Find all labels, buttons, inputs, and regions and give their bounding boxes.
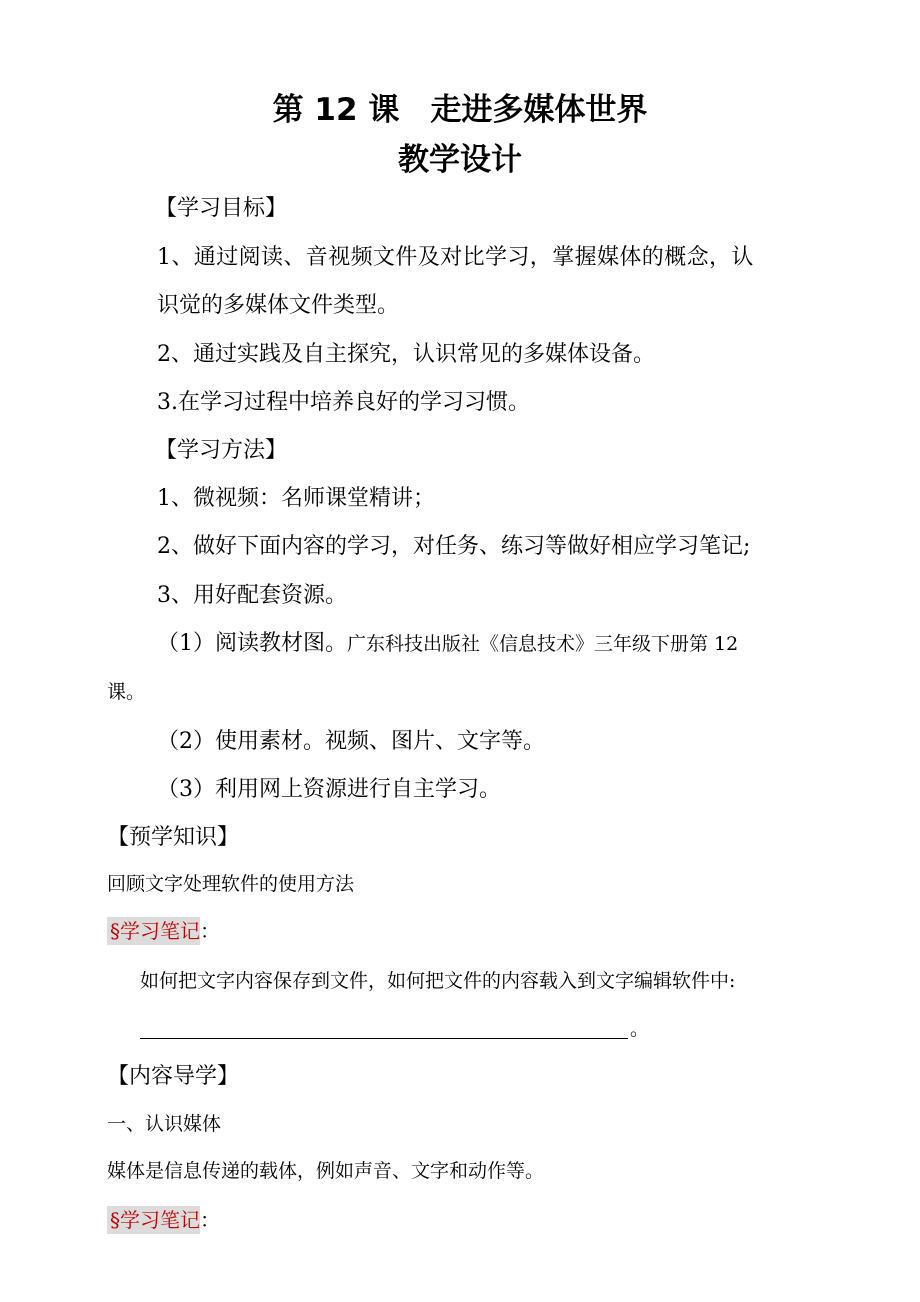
objective-3: 3.在学习过程中培养良好的学习习惯。 [157, 390, 530, 415]
study-note-label: §学习笔记 [107, 917, 200, 945]
preview-note [107, 921, 220, 941]
objective-2: 2、通过实践及自主探究，认识常见的多媒体设备。 [157, 342, 655, 367]
content-note-label: §学习笔记 [107, 1206, 200, 1234]
content-heading: 【内容导学】 [107, 1064, 240, 1089]
method-sub-1-source: 广东科技出版社《信息技术》三年级下册第 12 [347, 633, 739, 655]
preview-question: 如何把文字内容保存到文件，如何把文件的内容载入到文字编辑软件中: [140, 970, 736, 992]
method-3: 3、用好配套资源。 [157, 583, 347, 608]
method-sub-3: （3）利用网上资源进行自主学习。 [157, 777, 501, 802]
answer-blank-period: 。 [630, 1018, 650, 1040]
preview-heading: 【预学知识】 [107, 825, 240, 850]
method-sub-1-wrap: 课。 [107, 681, 146, 703]
method-1: 1、微视频：名师课堂精讲； [157, 486, 435, 511]
answer-line[interactable] [140, 1020, 649, 1039]
objective-1-line-1: 1、通过阅读、音视频文件及对比学习，掌握媒体的概念，认 [157, 245, 754, 270]
method-sub-1 [157, 633, 738, 655]
objective-1-line-2: 识觉的多媒体文件类型。 [157, 293, 400, 318]
lesson-title: 第 12 课 走进多媒体世界 [272, 92, 648, 128]
document-subtitle: 教学设计 [398, 142, 522, 178]
content-note-colon: ： [200, 1208, 220, 1232]
method-sub-2: （2）使用素材。视频、图片、文字等。 [157, 729, 545, 754]
objectives-heading: 【学习目标】 [155, 196, 288, 221]
method-2: 2、做好下面内容的学习，对任务、练习等做好相应学习笔记; [157, 534, 751, 559]
methods-heading: 【学习方法】 [155, 438, 288, 463]
preview-text: 回顾文字处理软件的使用方法 [107, 873, 355, 895]
method-sub-1-label: （1）阅读教材图。 [157, 631, 347, 656]
section-1-title: 一、认识媒体 [107, 1113, 222, 1135]
section-1-text: 媒体是信息传递的载体，例如声音、文字和动作等。 [107, 1160, 545, 1182]
answer-blank[interactable] [140, 1020, 628, 1039]
study-note-colon: ： [200, 919, 220, 943]
content-note [107, 1210, 220, 1230]
